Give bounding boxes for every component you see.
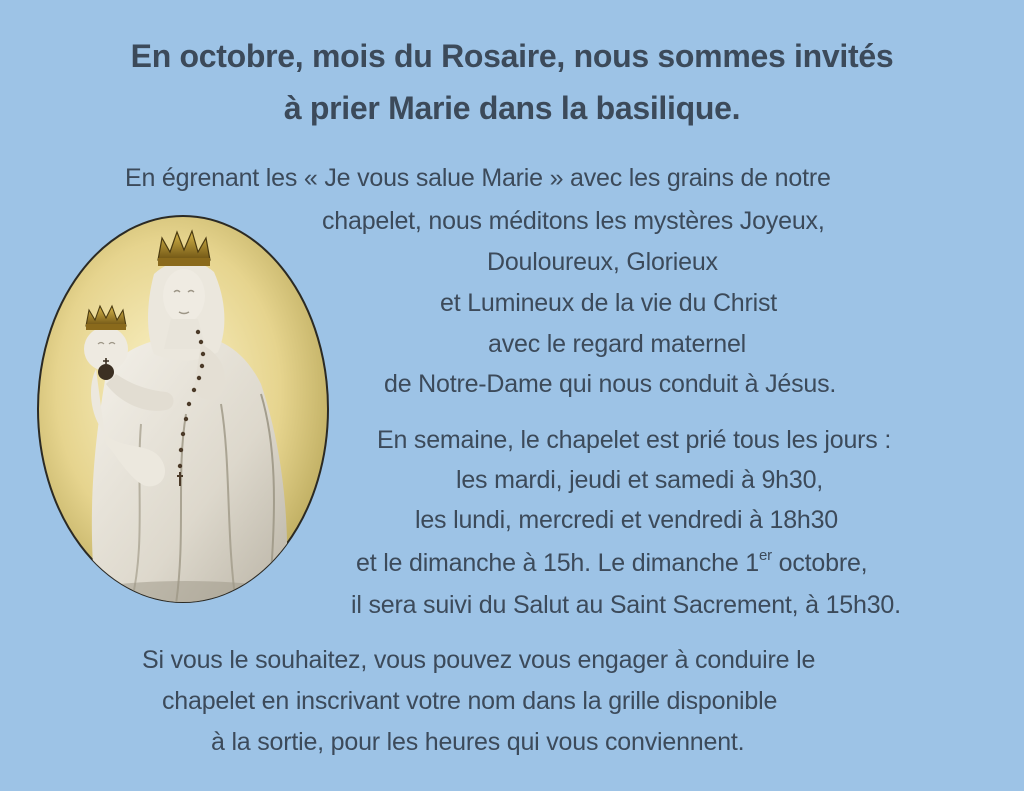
- signup-line-3: à la sortie, pour les heures qui vous conviennent.: [211, 728, 745, 756]
- schedule-line-5: il sera suivi du Salut au Saint Sacrement, à 15h30.: [351, 591, 901, 619]
- intro-line-4: et Lumineux de la vie du Christ: [440, 289, 778, 317]
- schedule-line-1: En semaine, le chapelet est prié tous les jours :: [377, 426, 892, 454]
- schedule-line-4-end: octobre,: [771, 549, 868, 577]
- intro-line-1: En égrenant les « Je vous salue Marie » avec les grains de notre: [125, 164, 831, 192]
- schedule-line-4-text: et le dimanche à 15h. Le dimanche 1: [356, 549, 759, 577]
- intro-line-5: avec le regard maternel: [488, 330, 747, 358]
- title-line-1: En octobre, mois du Rosaire, nous sommes invités: [130, 38, 894, 74]
- intro-line-2: chapelet, nous méditons les mystères Joyeux,: [322, 207, 825, 235]
- signup-line-2: chapelet en inscrivant votre nom dans la grille disponible: [162, 687, 778, 715]
- poster-title: [0, 30, 1024, 134]
- intro-line-6: de Notre-Dame qui nous conduit à Jésus.: [384, 370, 837, 398]
- virgin-and-child-statue-image: [36, 214, 330, 604]
- signup-line-1: Si vous le souhaitez, vous pouvez vous engager à conduire le: [142, 646, 816, 674]
- intro-line-3: Douloureux, Glorieux: [487, 248, 718, 276]
- schedule-line-4: [356, 548, 867, 578]
- ordinal-suffix: er: [759, 546, 772, 564]
- schedule-line-3: les lundi, mercredi et vendredi à 18h30: [415, 506, 839, 534]
- title-line-2: à prier Marie dans la basilique.: [283, 90, 741, 126]
- schedule-line-2: les mardi, jeudi et samedi à 9h30,: [456, 466, 824, 494]
